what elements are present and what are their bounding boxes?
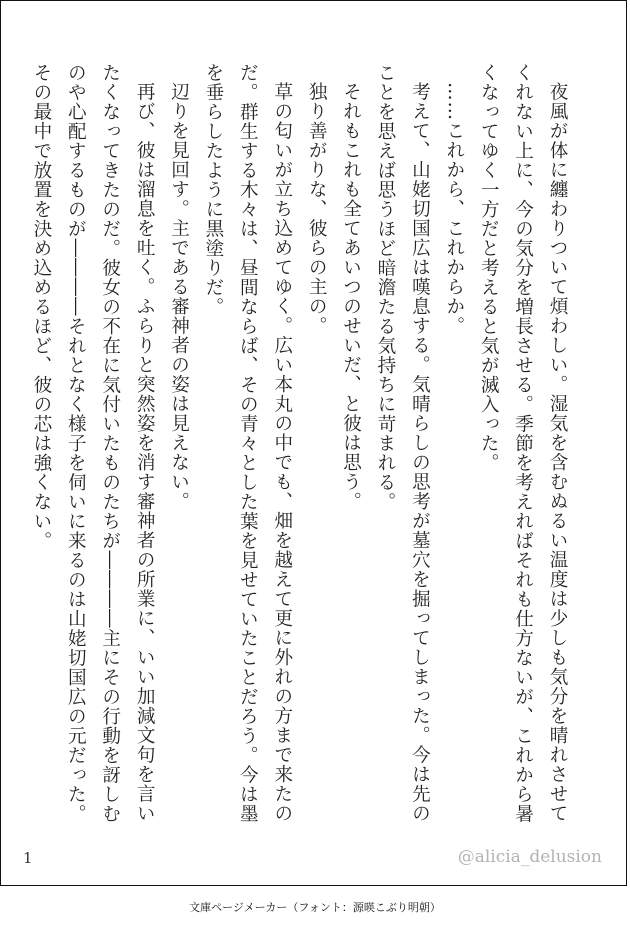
paragraph-2: ……これから、これからか。 xyxy=(443,81,465,336)
vertical-text-body xyxy=(30,63,574,838)
paragraph-8: 再び、彼は溜息を吐く。ふらりと突然姿を消す審神者の所業に、いい加減文句を言いたくなってきたのだ。彼女の不在に気付いたものたちが――――主にその行動を訝しむのや心配するものが――――それとなく様子を伺いに来るのは山姥切国広の元だった。その最中で放置を決め込めるほど、彼の芯は強くない。 xyxy=(30,63,156,824)
paragraph-3: 考えて、山姥切国広は嘆息する。気晴らしの思考が墓穴を掘ってしまった。今は先のことを思えば思うほど暗澹たる気持ちに苛まれる。 xyxy=(374,63,431,823)
author-watermark: @alicia_delusion xyxy=(457,847,602,867)
paragraph-4: それもこれも全てあいつのせいだ、と彼は思う。 xyxy=(340,81,362,511)
paragraph-7: 辺りを見回す。主である審神者の姿は見えない。 xyxy=(168,81,190,511)
footer-credit: 文庫ページメーカー（フォント：源暎こぶり明朝） xyxy=(189,901,441,914)
paragraph-1: 夜風が体に纏わりついて煩わしい。湿気を含むぬるい温度は少しも気分を晴れさせてくれない上に、今の気分を増長させる。季節を考えればそれも仕方ないが、これから暑くなってゆく一方だと考えると気が滅入った。 xyxy=(478,63,568,824)
paragraph-5: 独り善がりな、彼らの主の。 xyxy=(306,81,328,336)
paragraph-6: 草の匂いが立ち込めてゆく。広い本丸の中でも、畑を越えて更に外れの方まで来たのだ。群生する木々は、昼間ならば、その青々とした葉を見せていたことだろう。今は墨を垂らしたように黒塗りだ。 xyxy=(202,63,293,824)
page-number: 1 xyxy=(23,849,33,867)
